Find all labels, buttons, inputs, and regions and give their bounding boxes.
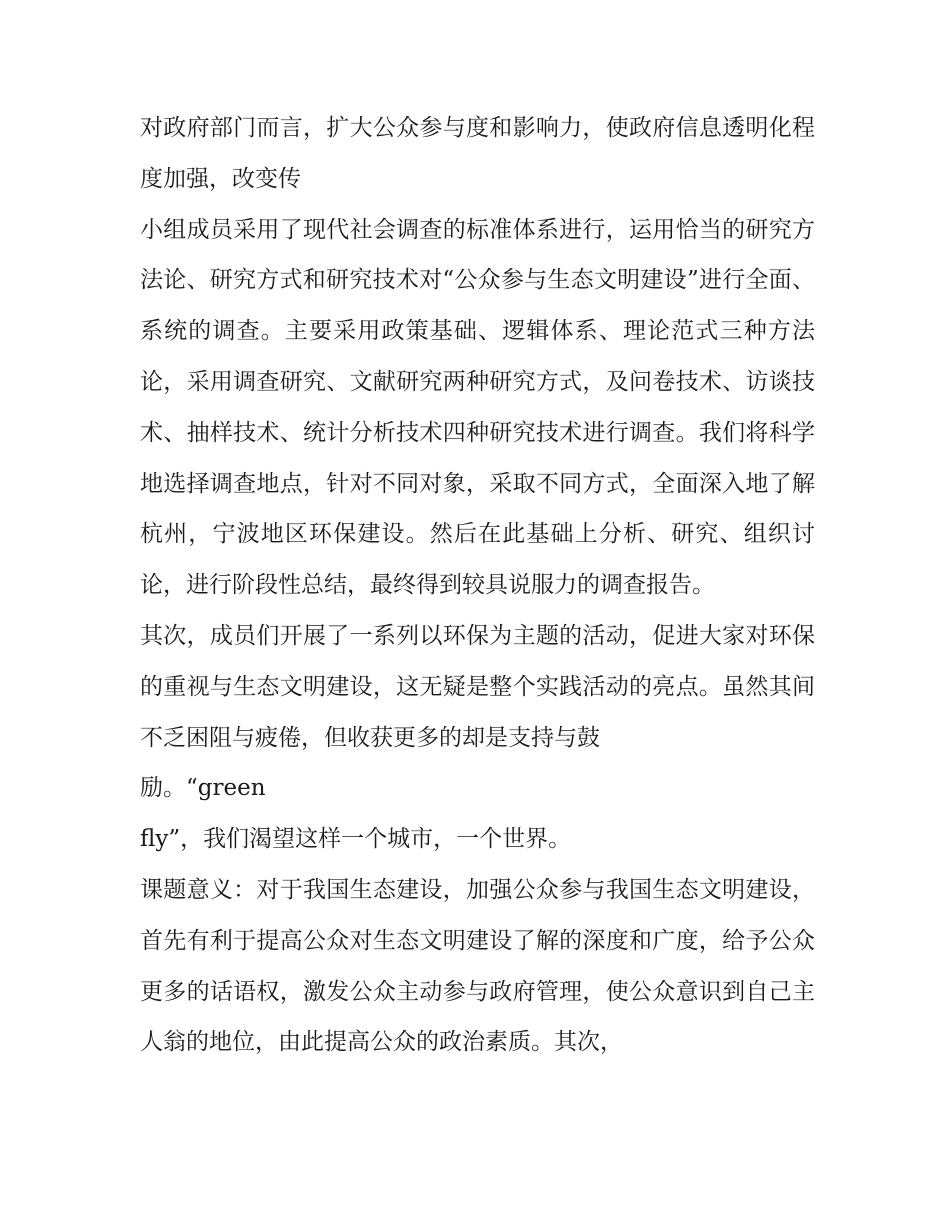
paragraph-research-methods: 小组成员采用了现代社会调查的标准体系进行，运用恰当的研究方法论、研究方式和研究技术对“公众参与生态文明建设”进行全面、系统的调查。主要采用政策基础、逻辑体系、理论范式三种方法论，采用调查研究、文献研究两种研究方式，及问卷技术、访谈技术、抽样技术、统计分析技术四种研究技术进行调查。我们将科学地选择调查地点，针对不同对象，采取不同方式，全面深入地了解杭州，宁波地区环保建设。然后在此基础上分析、研究、组织讨论，进行阶段性总结，最终得到较具说服力的调查报告。 xyxy=(140,216,815,599)
document-body xyxy=(140,103,815,1068)
paragraph-green-quote-end: fly”，我们渴望这样一个城市，一个世界。 xyxy=(140,826,572,853)
paragraph-government-transparency: 对政府部门而言，扩大公众参与度和影响力，使政府信息透明化程度加强，改变传 xyxy=(140,115,815,192)
paragraph-topic-significance: 课题意义：对于我国生态建设，加强公众参与我国生态文明建设，首先有利于提高公众对生态文明建设了解的深度和广度，给予公众更多的话语权，激发公众主动参与政府管理，使公众意识到自己主人翁的地位，由此提高公众的政治素质。其次， xyxy=(140,876,815,1056)
paragraph-green-quote-start: 励。“green xyxy=(140,775,266,802)
paragraph-activities: 其次，成员们开展了一系列以环保为主题的活动，促进大家对环保的重视与生态文明建设，这无疑是整个实践活动的亮点。虽然其间不乏困阻与疲倦，但收获更多的却是支持与鼓 xyxy=(140,622,815,751)
